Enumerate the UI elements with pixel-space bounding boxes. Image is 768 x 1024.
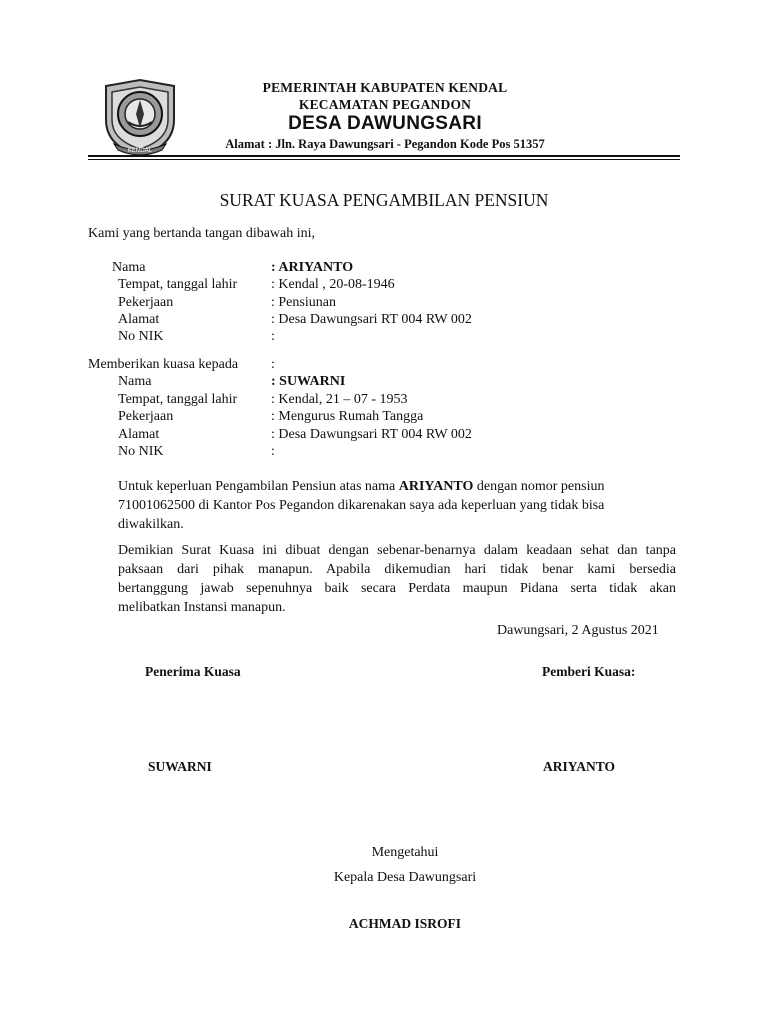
village-head-name: ACHMAD ISROFI bbox=[348, 916, 462, 931]
closing-line-3: bertanggung jawab sepenuhnya baik secara Perdata maupun Pidana serta tidak akan bbox=[118, 581, 676, 596]
grantee-value-nama: : SUWARNI bbox=[271, 374, 346, 389]
grantor-label-nama: Nama bbox=[112, 260, 146, 275]
closing-line-2: paksaan dari pihak manapun. Apabila dikemudian hari tidak benar kami bersedia bbox=[118, 562, 676, 577]
grantee-label-ttl: Tempat, tanggal lahir bbox=[118, 392, 238, 407]
grantee-label-alamat: Alamat bbox=[118, 427, 160, 442]
purpose-paragraph bbox=[118, 477, 676, 534]
grantee-value-pekerjaan: : Mengurus Rumah Tangga bbox=[271, 409, 424, 424]
grantee-value-nik: : bbox=[271, 444, 275, 459]
grantor-label-ttl: Tempat, tanggal lahir bbox=[118, 277, 238, 292]
grantee-label-nik: No NIK bbox=[118, 444, 164, 459]
grantor-value-alamat: : Desa Dawungsari RT 004 RW 002 bbox=[271, 312, 472, 327]
closing-line-4: melibatkan Instansi manapun. bbox=[118, 600, 286, 615]
grantor-value-pekerjaan: : Pensiunan bbox=[271, 295, 336, 310]
closing-line-1: Demikian Surat Kuasa ini dibuat dengan sebenar-benarnya dalam keadaan sehat dan tanpa bbox=[118, 543, 676, 558]
giver-name: ARIYANTO bbox=[543, 759, 616, 774]
grantee-value-alamat: : Desa Dawungsari RT 004 RW 002 bbox=[271, 427, 472, 442]
place-date: Dawungsari, 2 Agustus 2021 bbox=[497, 623, 659, 638]
header-district: KECAMATAN PEGANDON bbox=[298, 97, 472, 112]
village-emblem-logo bbox=[100, 76, 180, 160]
acknowledgement-position: Kepala Desa Dawungsari bbox=[333, 870, 477, 885]
purpose-line-3: diwakilkan. bbox=[118, 517, 184, 532]
grantor-value-ttl: : Kendal , 20-08-1946 bbox=[271, 277, 395, 292]
header-rule-thin bbox=[88, 159, 680, 160]
header-village: DESA DAWUNGSARI bbox=[288, 113, 482, 134]
closing-paragraph bbox=[118, 541, 676, 617]
header-address: Alamat : Jln. Raya Dawungsari - Pegandon Kode Pos 51357 bbox=[225, 137, 545, 151]
grantor-value-nama: : ARIYANTO bbox=[271, 260, 354, 275]
purpose-line-1 bbox=[118, 477, 676, 496]
document-title: SURAT KUASA PENGAMBILAN PENSIUN bbox=[219, 190, 549, 210]
grantee-label-pekerjaan: Pekerjaan bbox=[118, 409, 174, 424]
header-government: PEMERINTAH KABUPATEN KENDAL bbox=[262, 80, 508, 95]
grantor-label-nik: No NIK bbox=[118, 329, 164, 344]
purpose-pensioner-name: ARIYANTO bbox=[398, 479, 474, 494]
receiver-name: SUWARNI bbox=[148, 759, 212, 774]
intro-text: Kami yang bertanda tangan dibawah ini, bbox=[88, 226, 316, 241]
receiver-label: Penerima Kuasa bbox=[145, 664, 241, 679]
grantee-label-nama: Nama bbox=[118, 374, 152, 389]
purpose-text-a: Untuk keperluan Pengambilan Pensiun atas nama bbox=[118, 479, 399, 494]
grantor-label-pekerjaan: Pekerjaan bbox=[118, 295, 174, 310]
proxy-intro-label: Memberikan kuasa kepada bbox=[88, 357, 239, 372]
purpose-line-2: 71001062500 di Kantor Pos Pegandon dikarenakan saya ada keperluan yang tidak bisa bbox=[118, 498, 605, 513]
grantor-value-nik: : bbox=[271, 329, 275, 344]
grantor-label-alamat: Alamat bbox=[118, 312, 160, 327]
giver-label: Pemberi Kuasa: bbox=[542, 664, 636, 679]
header-rule-thick bbox=[88, 155, 680, 157]
purpose-text-b: dengan nomor pensiun bbox=[473, 479, 605, 494]
grantee-value-ttl: : Kendal, 21 – 07 - 1953 bbox=[271, 392, 408, 407]
acknowledgement-label: Mengetahui bbox=[371, 845, 439, 860]
logo-lettering: KENDAL bbox=[127, 147, 153, 154]
proxy-intro-colon: : bbox=[271, 357, 275, 372]
